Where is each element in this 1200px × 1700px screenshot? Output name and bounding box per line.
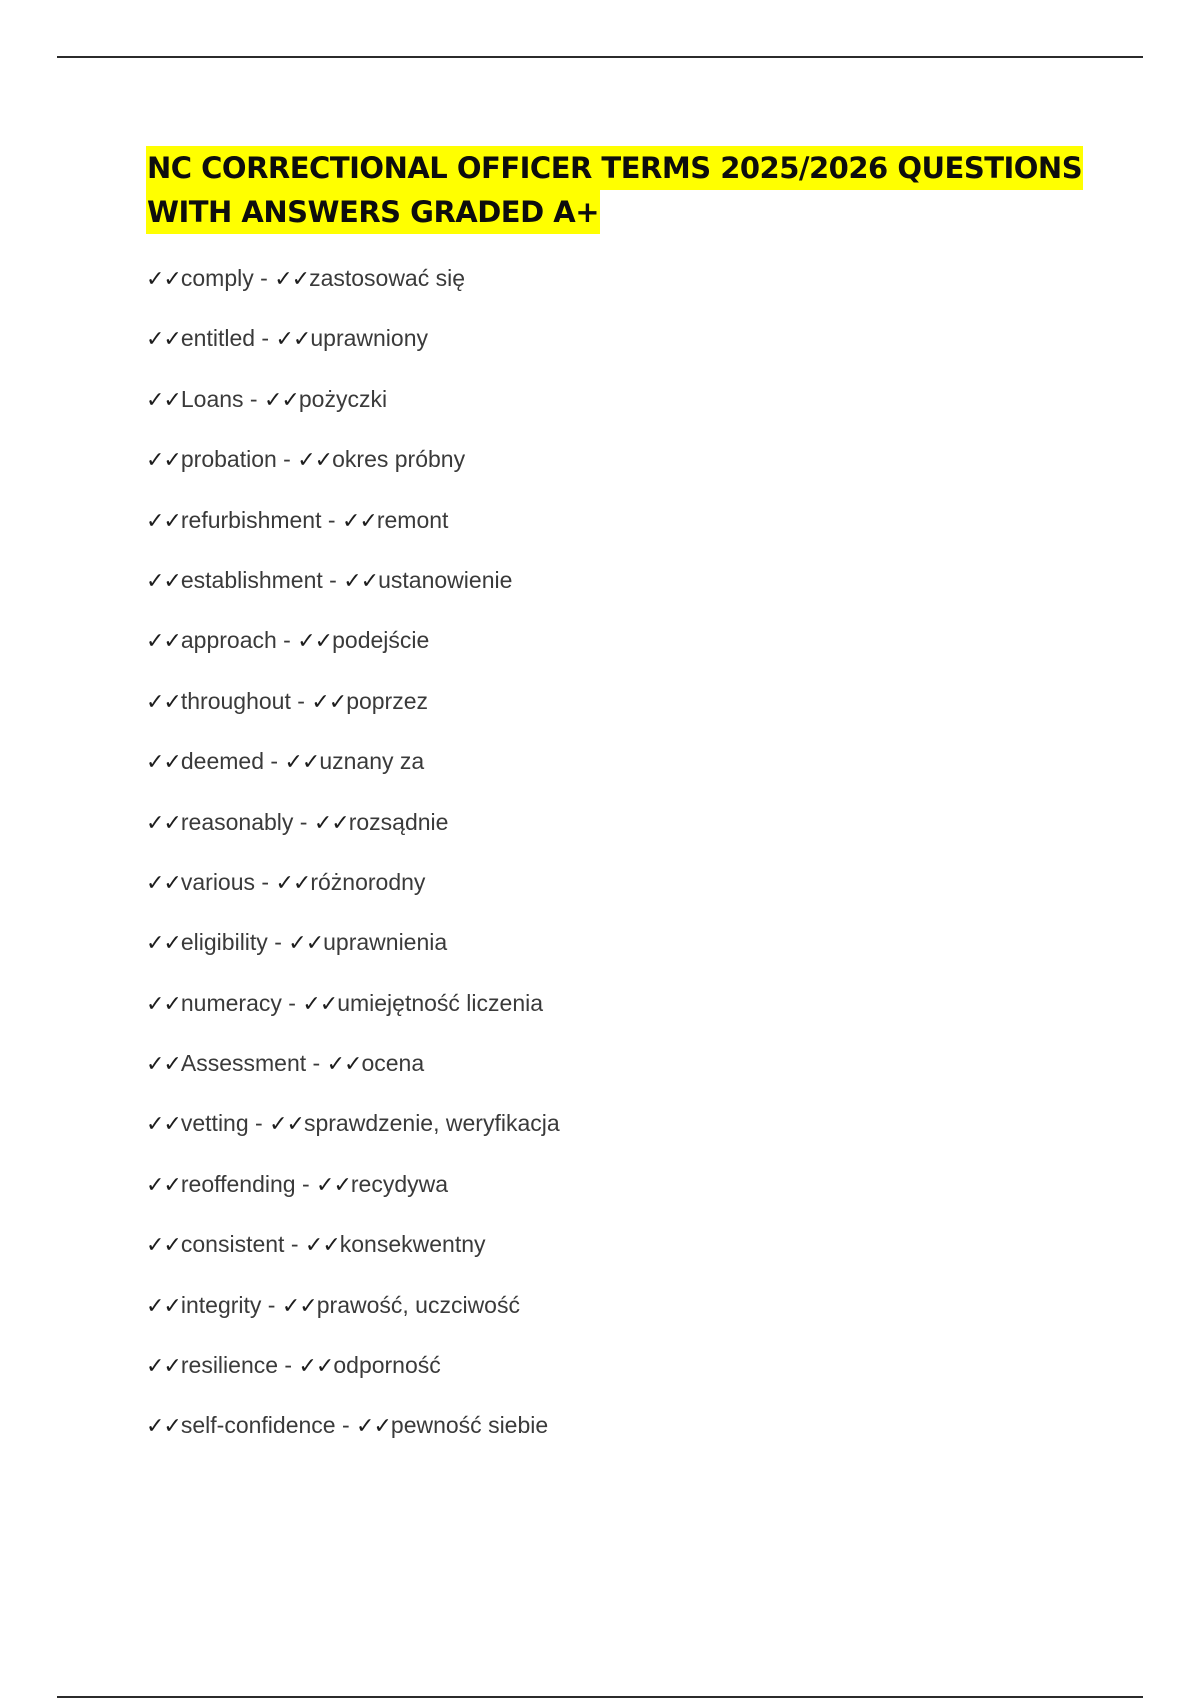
term-separator: - (276, 446, 298, 473)
term-row (146, 318, 560, 378)
document-title (146, 146, 1096, 234)
term-separator: - (295, 1170, 317, 1197)
term-translation: odporność (333, 1352, 441, 1379)
check-mark-icon: ✓✓ (281, 1293, 317, 1319)
term-translation: uznany za (319, 748, 425, 775)
check-mark-icon: ✓✓ (146, 810, 181, 836)
term-separator: - (290, 687, 312, 714)
check-mark-icon: ✓✓ (146, 1052, 181, 1078)
check-mark-icon: ✓✓ (146, 1414, 181, 1440)
term-row (146, 1164, 560, 1224)
term-separator: - (267, 929, 289, 956)
term-row (146, 439, 560, 499)
term-translation: różnorodny (310, 868, 426, 895)
check-mark-icon: ✓✓ (297, 629, 333, 655)
term-translation: uprawniony (310, 325, 429, 352)
check-mark-icon: ✓✓ (146, 1112, 181, 1138)
check-mark-icon: ✓✓ (275, 327, 311, 353)
term-row (146, 1103, 560, 1163)
term-translation: ustanowienie (378, 566, 513, 593)
check-mark-icon: ✓✓ (311, 689, 347, 715)
term-separator: - (276, 627, 298, 654)
term-separator: - (322, 566, 344, 593)
term-separator: - (248, 1110, 270, 1137)
term-separator: - (281, 989, 303, 1016)
check-mark-icon: ✓✓ (313, 810, 349, 836)
term-row (146, 922, 560, 982)
term-translation: prawość, uczciwość (316, 1291, 520, 1318)
check-mark-icon: ✓✓ (316, 1172, 351, 1198)
top-rule (57, 56, 1143, 58)
check-mark-icon: ✓✓ (284, 750, 320, 776)
term-separator: - (278, 1352, 299, 1379)
check-mark-icon: ✓✓ (341, 508, 377, 534)
term-row (146, 620, 560, 680)
bottom-rule (57, 1696, 1143, 1698)
term-english: eligibility (180, 929, 268, 956)
check-mark-icon: ✓✓ (264, 387, 299, 413)
term-row (146, 862, 560, 922)
term-english: probation (180, 446, 277, 473)
check-mark-icon: ✓✓ (146, 448, 181, 474)
term-english: approach (180, 627, 277, 654)
term-row (146, 379, 560, 439)
check-mark-icon: ✓✓ (269, 1112, 304, 1138)
term-separator: - (253, 265, 275, 291)
term-english: consistent (180, 1231, 285, 1258)
term-translation: pożyczki (298, 385, 388, 412)
check-mark-icon: ✓✓ (146, 1172, 181, 1198)
term-separator: - (243, 385, 264, 412)
term-english: reasonably (180, 808, 294, 835)
check-mark-icon: ✓✓ (275, 870, 311, 896)
term-english: various (180, 868, 256, 895)
term-row (146, 1345, 560, 1405)
check-mark-icon: ✓✓ (326, 1052, 362, 1078)
term-translation: ocena (361, 1050, 425, 1077)
term-english: numeracy (180, 989, 282, 1016)
term-row (146, 681, 560, 741)
term-translation: zastosować się (309, 265, 466, 291)
term-english: refurbishment (180, 506, 322, 533)
check-mark-icon: ✓✓ (298, 1354, 334, 1380)
term-separator: - (261, 1291, 282, 1318)
term-translation: poprzez (346, 687, 429, 714)
term-row (146, 1405, 560, 1465)
term-english: throughout (180, 687, 291, 714)
term-separator: - (284, 1231, 305, 1258)
check-mark-icon: ✓✓ (146, 931, 181, 957)
term-translation: okres próbny (332, 446, 466, 473)
check-mark-icon: ✓✓ (146, 327, 181, 353)
term-separator: - (264, 748, 285, 775)
term-row (146, 741, 560, 801)
term-translation: remont (376, 506, 449, 533)
terms-list (146, 258, 560, 1466)
term-english: vetting (180, 1110, 249, 1137)
term-separator: - (255, 868, 276, 895)
term-translation: sprawdzenie, weryfikacja (303, 1110, 560, 1137)
check-mark-icon: ✓✓ (146, 1293, 181, 1319)
check-mark-icon: ✓✓ (146, 629, 181, 655)
term-english: deemed (180, 748, 264, 775)
term-english: integrity (180, 1291, 262, 1318)
check-mark-icon: ✓✓ (274, 267, 310, 292)
term-row (146, 258, 560, 318)
term-translation: konsekwentny (339, 1231, 486, 1258)
term-row (146, 1285, 560, 1345)
check-mark-icon: ✓✓ (304, 1233, 340, 1259)
title-line-2: WITH ANSWERS GRADED A+ (146, 190, 600, 234)
term-separator: - (255, 325, 276, 352)
term-translation: pewność siebie (390, 1412, 549, 1439)
check-mark-icon: ✓✓ (146, 750, 181, 776)
check-mark-icon: ✓✓ (146, 568, 181, 594)
check-mark-icon: ✓✓ (343, 568, 379, 594)
term-separator: - (321, 506, 342, 533)
term-english: comply (180, 265, 254, 291)
term-row (146, 802, 560, 862)
check-mark-icon: ✓✓ (356, 1414, 391, 1440)
check-mark-icon: ✓✓ (288, 931, 324, 957)
title-line-1: NC CORRECTIONAL OFFICER TERMS 2025/2026 QUESTIONS (146, 146, 1083, 190)
term-english: reoffending (180, 1170, 296, 1197)
term-separator: - (335, 1412, 357, 1439)
check-mark-icon: ✓✓ (146, 991, 181, 1017)
term-translation: recydywa (350, 1170, 449, 1197)
term-separator: - (306, 1050, 327, 1077)
check-mark-icon: ✓✓ (146, 1354, 181, 1380)
term-translation: podejście (332, 627, 430, 654)
check-mark-icon: ✓✓ (146, 387, 181, 413)
check-mark-icon: ✓✓ (146, 870, 181, 896)
check-mark-icon: ✓✓ (146, 689, 181, 715)
term-row (146, 1224, 560, 1284)
term-row (146, 1043, 560, 1103)
term-row (146, 560, 560, 620)
term-english: Loans (180, 385, 244, 412)
term-separator: - (293, 808, 314, 835)
check-mark-icon: ✓✓ (297, 448, 333, 474)
term-english: Assessment (180, 1050, 307, 1077)
term-row (146, 500, 560, 560)
term-translation: umiejętność liczenia (337, 989, 544, 1016)
term-english: resilience (180, 1352, 279, 1379)
check-mark-icon: ✓✓ (146, 267, 181, 292)
term-english: establishment (180, 566, 323, 593)
term-english: entitled (180, 325, 256, 352)
term-translation: rozsądnie (348, 808, 449, 835)
check-mark-icon: ✓✓ (146, 508, 181, 534)
term-english: self-confidence (180, 1412, 336, 1439)
term-translation: uprawnienia (323, 929, 448, 956)
term-row (146, 983, 560, 1043)
check-mark-icon: ✓✓ (302, 991, 338, 1017)
check-mark-icon: ✓✓ (146, 1233, 181, 1259)
